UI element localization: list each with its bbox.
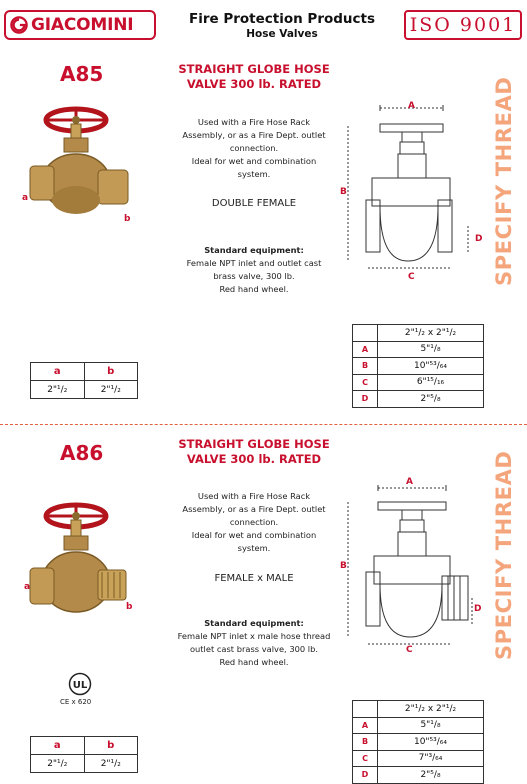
equipment-line: Red hand wheel. — [219, 657, 289, 667]
desc-line: system. — [237, 543, 271, 553]
dimension-header: 2"¹/₂ x 2"¹/₂ — [378, 325, 484, 342]
equipment-line: Female NPT inlet and outlet cast — [186, 258, 322, 268]
desc-line: connection. — [229, 143, 279, 153]
ul-listed-icon — [68, 672, 92, 696]
drawing-label-c: C — [406, 645, 413, 655]
desc-line: Assembly, or as a Fire Dept. outlet — [182, 130, 326, 140]
table-cell-a: 2"¹/₂ — [31, 755, 85, 773]
table-header-a: a — [31, 737, 85, 755]
dimension-label: B — [353, 734, 378, 751]
desc-line: connection. — [229, 517, 279, 527]
desc-line: Ideal for wet and combination — [191, 530, 317, 540]
desc-line: Used with a Fire Hose Rack — [197, 117, 311, 127]
equipment-line: outlet cast brass valve, 300 lb. — [189, 644, 319, 654]
product-code: A86 — [60, 441, 104, 465]
table-header-b: b — [84, 363, 138, 381]
drawing-label-a: A — [406, 477, 413, 487]
desc-line: system. — [237, 169, 271, 179]
dimension-header: 2"¹/₂ x 2"¹/₂ — [378, 701, 484, 718]
header-title: Fire Protection Products — [188, 11, 376, 27]
table-corner — [353, 325, 378, 342]
table-corner — [353, 701, 378, 718]
drawing-label-a: A — [408, 101, 415, 111]
dimension-value: 10"⁵³/₆₄ — [378, 358, 484, 375]
product-title-line2: VALVE 300 lb. RATED — [186, 452, 322, 466]
equipment-line: Red hand wheel. — [219, 284, 289, 294]
dimension-value: 10"⁵³/₆₄ — [378, 734, 484, 751]
drawing-label-b: B — [340, 561, 347, 571]
dimension-value: 2"⁵/₈ — [378, 767, 484, 784]
dimension-value: 2"⁵/₈ — [378, 391, 484, 408]
product-title-line1: STRAIGHT GLOBE HOSE — [178, 437, 330, 451]
table-header-a: a — [31, 363, 85, 381]
drawing-label-b: B — [340, 187, 347, 197]
dimension-value: 7"³/₆₄ — [378, 750, 484, 767]
dimension-label: D — [353, 767, 378, 784]
valve-drawing-a86 — [338, 472, 488, 662]
product-title — [154, 437, 354, 467]
desc-line: Assembly, or as a Fire Dept. outlet — [182, 504, 326, 514]
brand-logo — [4, 10, 156, 40]
product-title — [154, 62, 354, 92]
connection-size-table — [30, 736, 138, 773]
desc-line: Used with a Fire Hose Rack — [197, 491, 311, 501]
logo-mark-icon — [10, 16, 28, 34]
product-variant: FEMALE x MALE — [214, 573, 294, 584]
product-description — [154, 490, 354, 555]
product-code: A85 — [60, 62, 104, 86]
equipment-title: Standard equipment: — [204, 618, 304, 628]
dimension-table — [352, 700, 484, 784]
dimension-value: 5"¹/₈ — [378, 341, 484, 358]
dimension-label: C — [353, 374, 378, 391]
dimension-label: A — [353, 717, 378, 734]
drawing-label-d: D — [474, 604, 482, 614]
specify-thread-note: SPECIFY THREAD — [492, 450, 516, 660]
photo-label-a: a — [22, 193, 29, 203]
page-header — [0, 0, 527, 46]
equipment-title: Standard equipment: — [204, 245, 304, 255]
connection-size-table — [30, 362, 138, 399]
ul-mark-text: UL — [72, 680, 88, 691]
photo-label-b: b — [126, 602, 133, 612]
table-cell-b: 2"¹/₂ — [84, 755, 138, 773]
product-variant: DOUBLE FEMALE — [211, 198, 297, 209]
table-header-b: b — [84, 737, 138, 755]
iso-certification-badge: ISO 9001 — [404, 10, 522, 40]
standard-equipment — [154, 617, 354, 669]
drawing-label-c: C — [408, 272, 415, 282]
equipment-line: brass valve, 300 lb. — [213, 271, 295, 281]
dimension-value: 6"¹⁵/₁₆ — [378, 374, 484, 391]
table-cell-b: 2"¹/₂ — [84, 381, 138, 399]
dimension-label: C — [353, 750, 378, 767]
dimension-label: D — [353, 391, 378, 408]
drawing-label-d: D — [475, 234, 483, 244]
dimension-label: B — [353, 358, 378, 375]
product-title-line1: STRAIGHT GLOBE HOSE — [178, 62, 330, 76]
ce-mark-text: CE x 620 — [60, 698, 92, 706]
standard-equipment — [154, 244, 354, 296]
brand-name: GIACOMINI — [31, 15, 134, 35]
photo-label-a: a — [24, 582, 31, 592]
header-subtitle: Hose Valves — [246, 28, 318, 40]
desc-line: Ideal for wet and combination — [191, 156, 317, 166]
product-title-line2: VALVE 300 lb. RATED — [186, 77, 322, 91]
photo-label-b: b — [124, 214, 131, 224]
valve-drawing-a85 — [338, 96, 488, 286]
dimension-value: 5"¹/₈ — [378, 717, 484, 734]
valve-photo-a86 — [20, 496, 150, 636]
product-description — [154, 116, 354, 181]
table-cell-a: 2"¹/₂ — [31, 381, 85, 399]
dimension-label: A — [353, 341, 378, 358]
header-titles — [164, 10, 400, 42]
equipment-line: Female NPT inlet x male hose thread — [177, 631, 331, 641]
section-divider — [0, 424, 527, 425]
dimension-table — [352, 324, 484, 408]
specify-thread-note: SPECIFY THREAD — [492, 76, 516, 286]
